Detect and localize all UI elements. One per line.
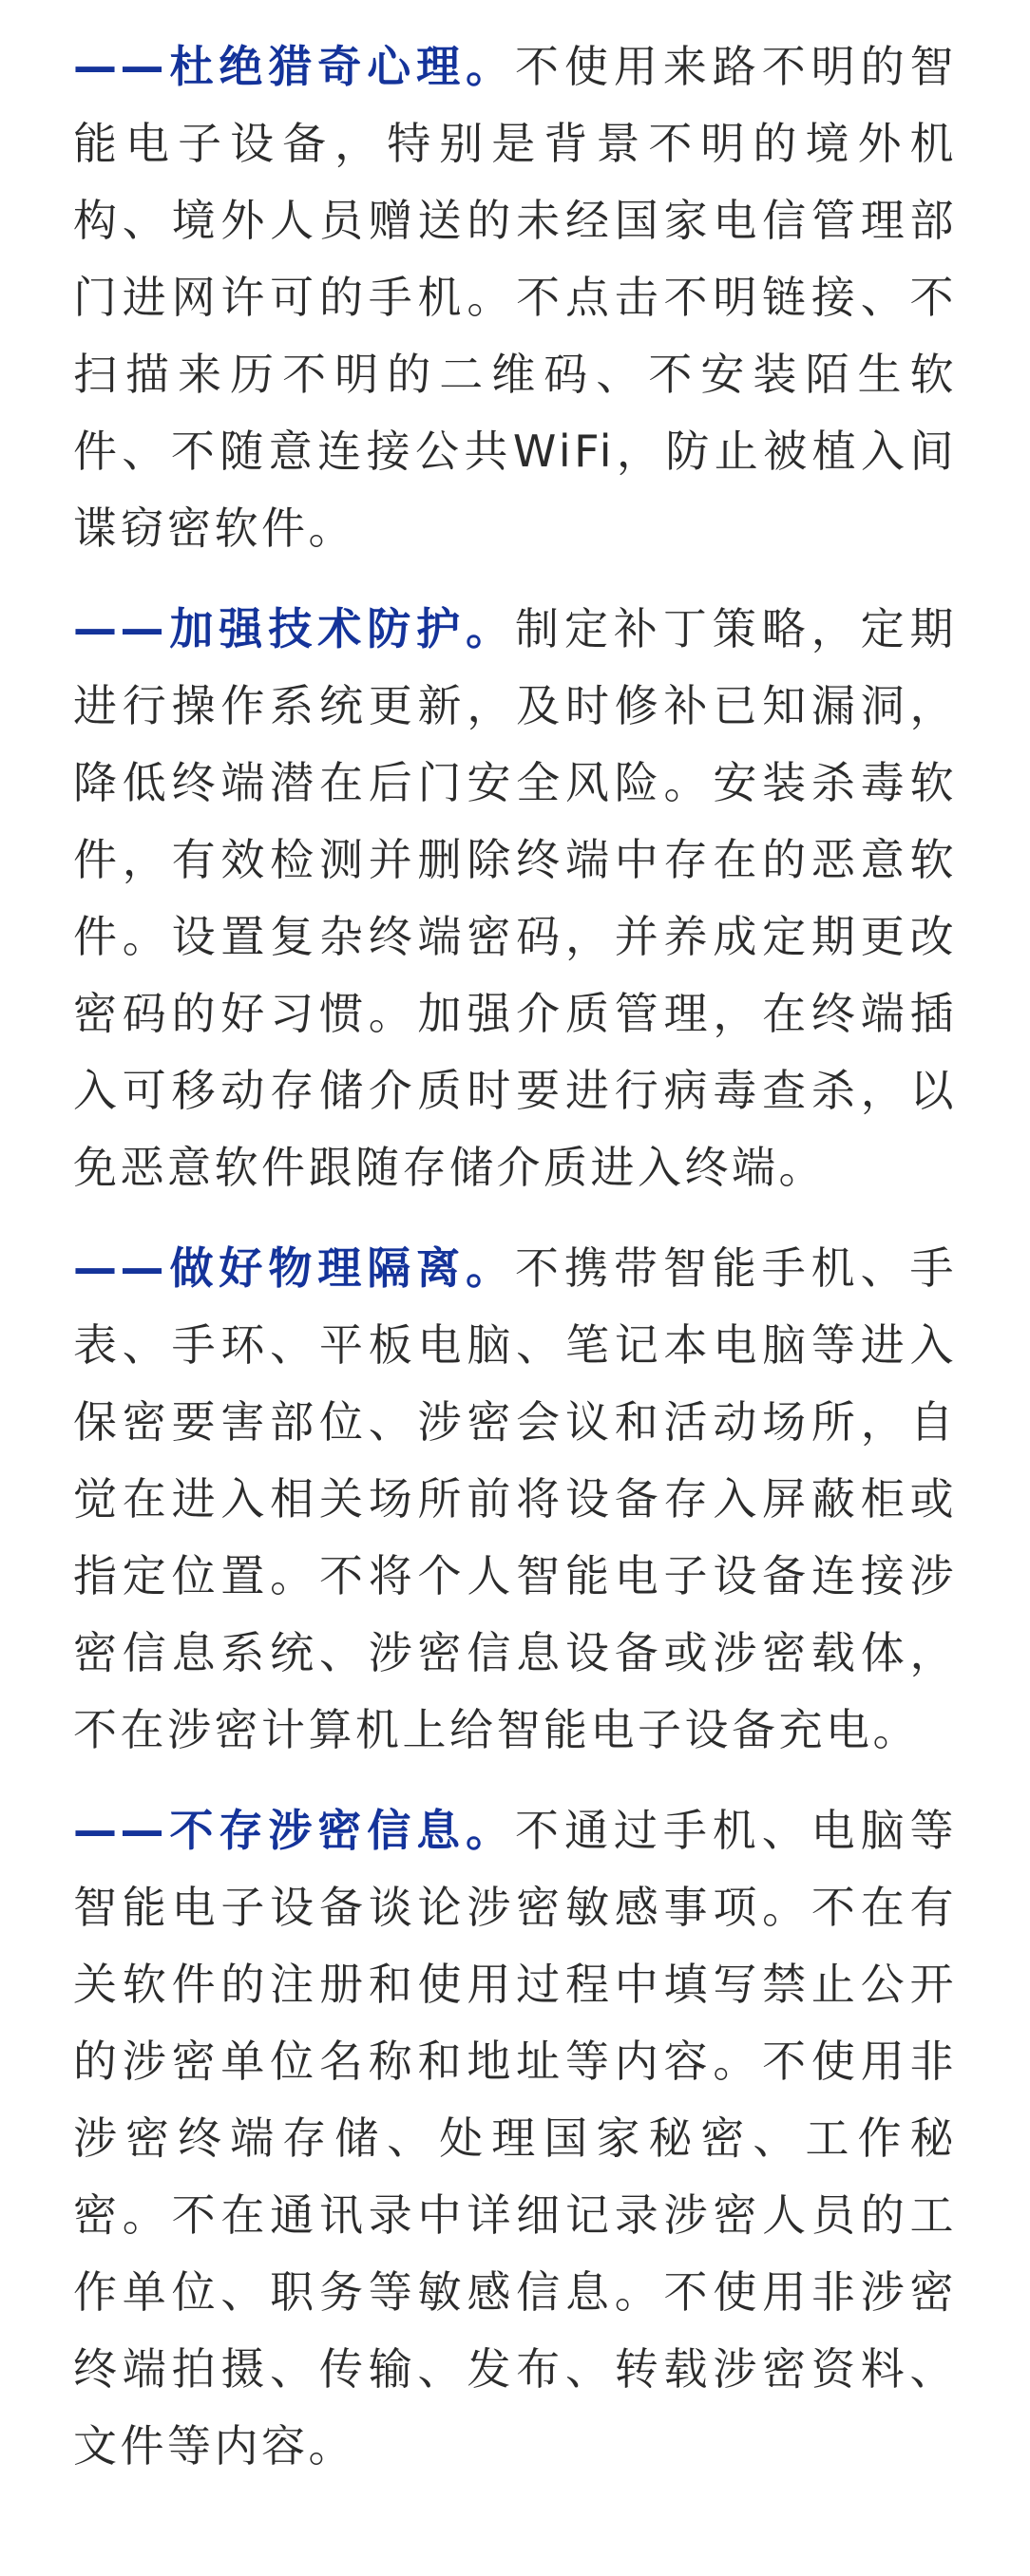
paragraph-heading: ——杜绝猎奇心理。 bbox=[73, 41, 515, 92]
paragraph-heading: ——做好物理隔离。 bbox=[73, 1242, 515, 1294]
paragraph-heading: ——加强技术防护。 bbox=[73, 603, 515, 654]
paragraph-text: 制定补丁策略，定期进行操作系统更新，及时修补已知漏洞，降低终端潜在后门安全风险。安装杀毒软件，有效检测并删除终端中存在的恶意软件。设置复杂终端密码，并养成定期更改密码的好习惯。加强介质管理，在终端插入可移动存储介质时要进行病毒查杀，以免恶意软件跟随存储介质进入终端。 bbox=[73, 603, 957, 1193]
paragraph-physical-isolation bbox=[73, 1230, 957, 1769]
paragraph-text: 不使用来路不明的智能电子设备，特别是背景不明的境外机构、境外人员赠送的未经国家电信管理部门进网许可的手机。不点击不明链接、不扫描来历不明的二维码、不安装陌生软件、不随意连接公共WiFi，防止被植入间谍窃密软件。 bbox=[73, 41, 957, 554]
paragraph-text: 不携带智能手机、手表、手环、平板电脑、笔记本电脑等进入保密要害部位、涉密会议和活动场所，自觉在进入相关场所前将设备存入屏蔽柜或指定位置。不将个人智能电子设备连接涉密信息系统、涉密信息设备或涉密载体，不在涉密计算机上给智能电子设备充电。 bbox=[73, 1242, 957, 1755]
paragraph-curiosity bbox=[73, 28, 957, 567]
paragraph-tech-protection bbox=[73, 591, 957, 1206]
paragraph-text: 不通过手机、电脑等智能电子设备谈论涉密敏感事项。不在有关软件的注册和使用过程中填写禁止公开的涉密单位名称和地址等内容。不使用非涉密终端存储、处理国家秘密、工作秘密。不在通讯录中详细记录涉密人员的工作单位、职务等敏感信息。不使用非涉密终端拍摄、传输、发布、转载涉密资料、文件等内容。 bbox=[73, 1805, 957, 2472]
paragraph-no-classified-info bbox=[73, 1792, 957, 2485]
paragraph-heading: ——不存涉密信息。 bbox=[73, 1805, 515, 1856]
article-body bbox=[73, 28, 957, 2509]
